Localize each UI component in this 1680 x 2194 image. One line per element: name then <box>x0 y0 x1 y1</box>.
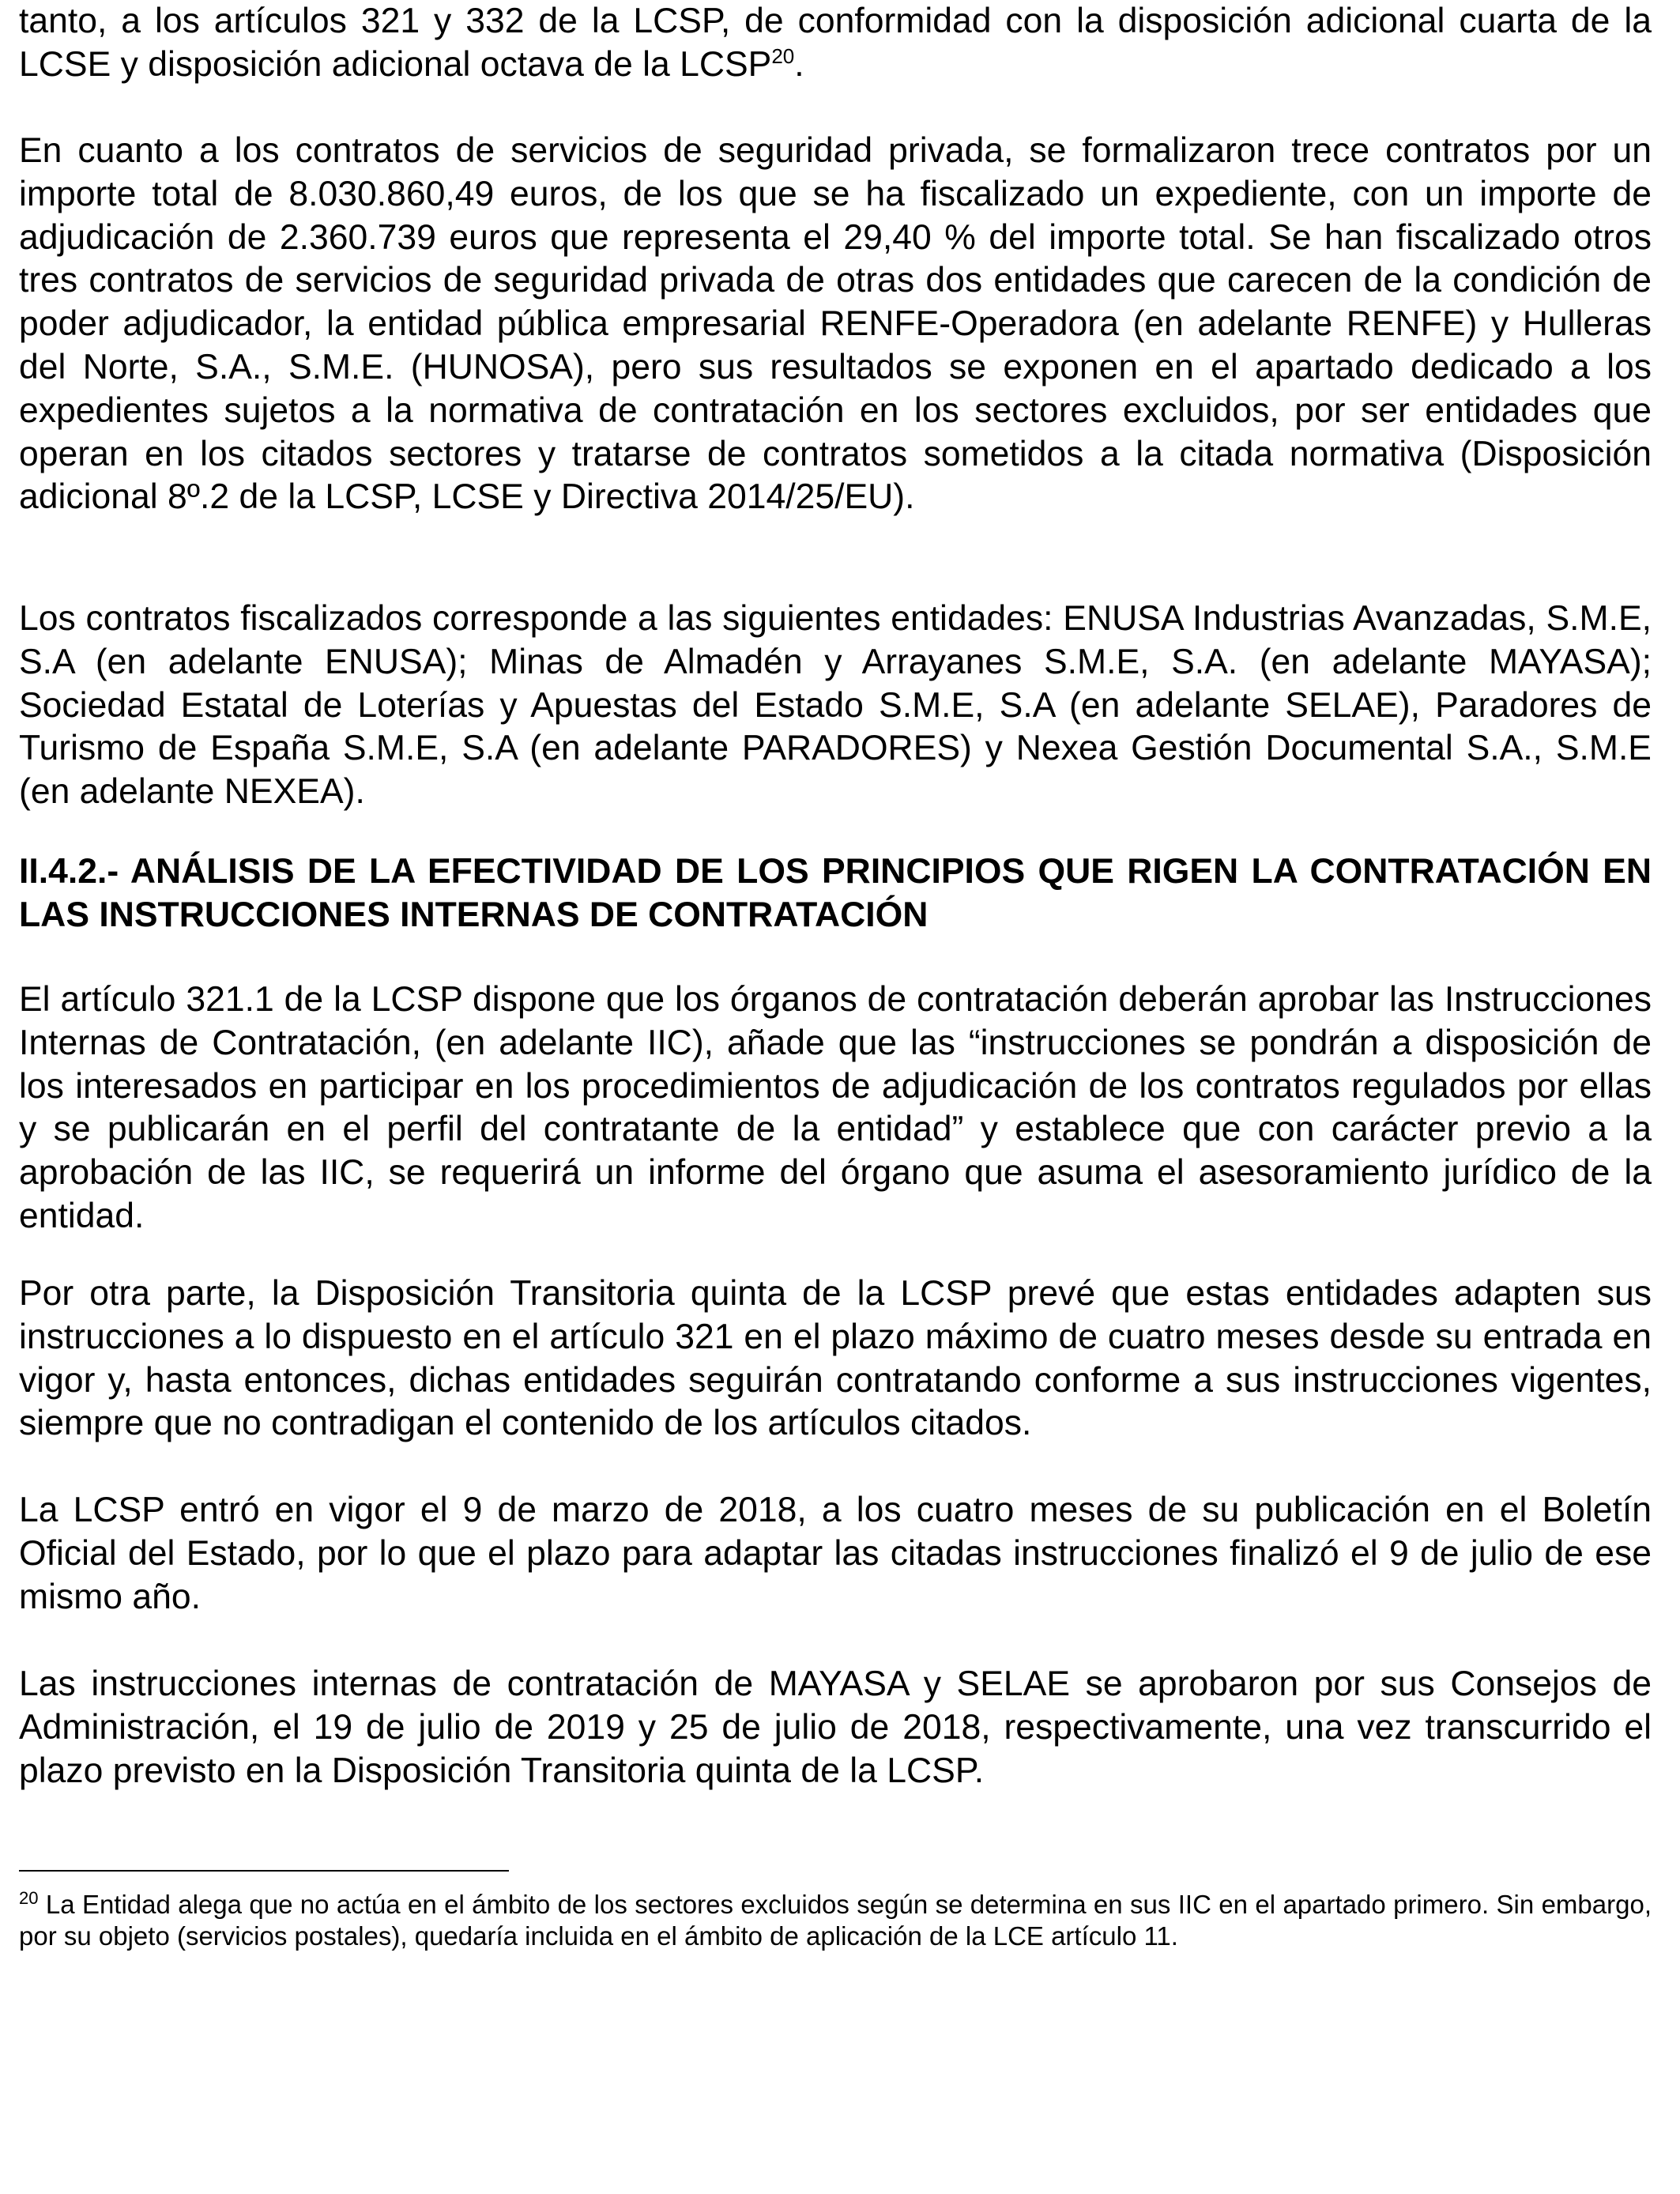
footnote-reference-20: 20 <box>771 43 795 68</box>
paragraph-1 <box>19 0 1652 87</box>
paragraph-1-end: . <box>794 44 804 84</box>
section-heading: II.4.2.- ANÁLISIS DE LA EFECTIVIDAD DE LOS PRINCIPIOS QUE RIGEN LA CONTRATACIÓN EN LAS INSTRUCCIONES INTERNAS DE CONTRATACIÓN <box>19 852 1652 934</box>
footnote-number: 20 <box>19 1888 39 1908</box>
paragraph-1-text: tanto, a los artículos 321 y 332 de la LCSP, de conformidad con la disposición adicional cuarta de la LCSE y disposición adicional octava de la LCSP <box>19 2 1652 84</box>
paragraph-approval-dates: Las instrucciones internas de contratación de MAYASA y SELAE se aprobaron por sus Consejos de Administración, el 19 de julio de 2019 y 25 de julio de 2018, respectivamente, una vez transcurrido el plazo previsto en la Disposición Transitoria quinta de la LCSP. <box>19 1664 1652 1790</box>
paragraph-article-321: El artículo 321.1 de la LCSP dispone que los órganos de contratación deberán aprobar las Instrucciones Internas de Contratación, (en adelante IIC), añade que las “instrucciones se pondrán a disposición de los interesados en participar en los procedimientos de adjudicación de los contratos regulados por ellas y se publicarán en el perfil del contratante de la entidad” y establece que con carácter previo a la aprobación de las IIC, se requerirá un informe del órgano que asuma el asesoramiento jurídico de la entidad. <box>19 980 1652 1235</box>
footnote-20 <box>19 1889 1652 1952</box>
paragraph-audited-entities: Los contratos fiscalizados corresponde a las siguientes entidades: ENUSA Industrias Avanzadas, S.M.E, S.A (en adelante ENUSA); Minas de Almadén y Arrayanes S.M.E, S.A. (en adelante MAYASA); Sociedad Estatal de Loterías y Apuestas del Estado S.M.E, S.A (en adelante SELAE), Paradores de Turismo de España S.M.E, S.A (en adelante PARADORES) y Nexea Gestión Documental S.A., S.M.E (en adelante NEXEA). <box>19 599 1652 812</box>
paragraph-transitional-provision: Por otra parte, la Disposición Transitoria quinta de la LCSP prevé que estas entidades adapten sus instrucciones a lo dispuesto en el artículo 321 en el plazo máximo de cuatro meses desde su entrada en vigor y, hasta entonces, dichas entidades seguirán contratando conforme a sus instrucciones vigentes, siempre que no contradigan el contenido de los artículos citados. <box>19 1274 1652 1443</box>
footnote-separator <box>19 1870 509 1872</box>
paragraph-entry-into-force: La LCSP entró en vigor el 9 de marzo de 2018, a los cuatro meses de su publicación en el Boletín Oficial del Estado, por lo que el plazo para adaptar las citadas instrucciones finalizó el 9 de julio de ese mismo año. <box>19 1491 1652 1616</box>
footnote-text: La Entidad alega que no actúa en el ámbito de los sectores excluidos según se determina en sus IIC en el apartado primero. Sin embargo, por su objeto (servicios postales), quedaría incluida en el ámbito de aplicación de la LCE artículo 11. <box>19 1890 1652 1951</box>
paragraph-security-contracts: En cuanto a los contratos de servicios de seguridad privada, se formalizaron trece contratos por un importe total de 8.030.860,49 euros, de los que se ha fiscalizado un expediente, con un importe de adjudicación de 2.360.739 euros que representa el 29,40 % del importe total. Se han fiscalizado otros tres contratos de servicios de seguridad privada de otras dos entidades que carecen de la condición de poder adjudicador, la entidad pública empresarial RENFE-Operadora (en adelante RENFE) y Hulleras del Norte, S.A., S.M.E. (HUNOSA), pero sus resultados se exponen en el apartado dedicado a los expedientes sujetos a la normativa de contratación en los sectores excluidos, por ser entidades que operan en los citados sectores y tratarse de contratos sometidos a la citada normativa (Disposición adicional 8º.2 de la LCSP, LCSE y Directiva 2014/25/EU). <box>19 131 1652 517</box>
